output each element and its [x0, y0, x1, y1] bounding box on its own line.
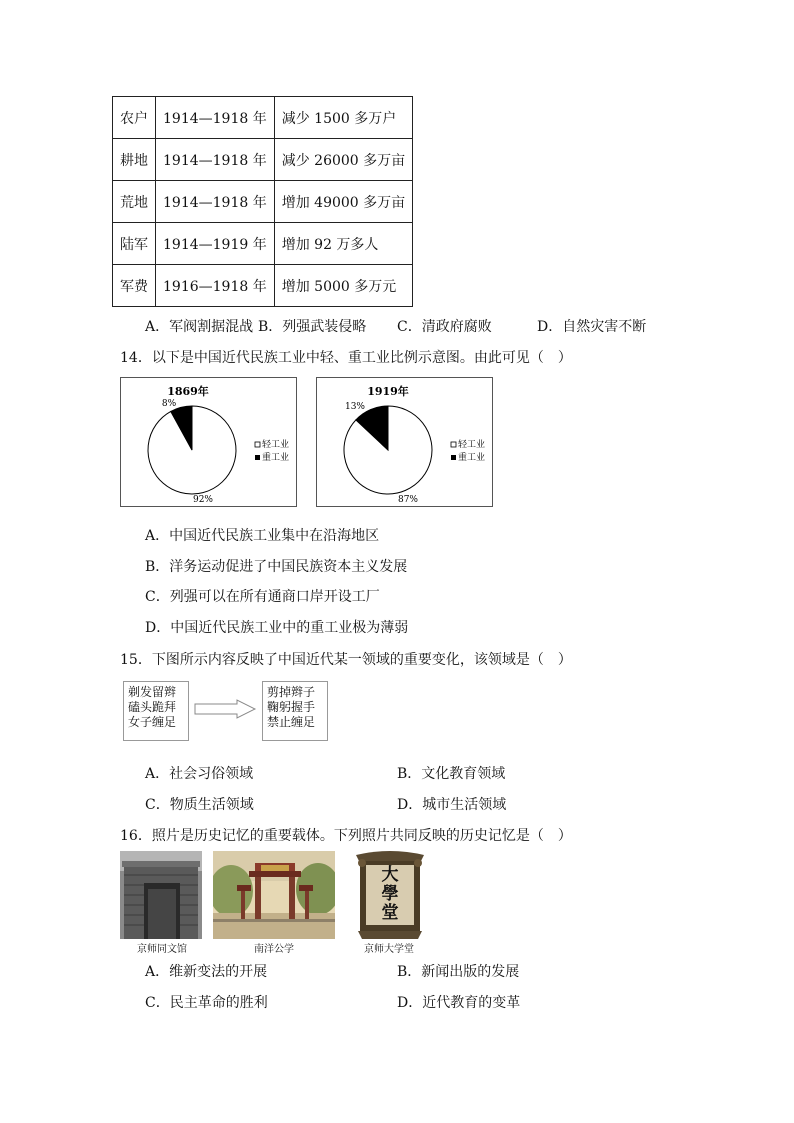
custom-item: 剪掉辫子 — [267, 685, 316, 699]
custom-item: 女子缠足 — [128, 715, 177, 729]
q13-option-d[interactable]: D．自然灾害不断 — [537, 319, 647, 335]
old-customs-box — [123, 681, 189, 741]
q15-option-c[interactable]: C．物质生活领域 — [145, 797, 254, 813]
photo-caption-1: 京师同文馆 — [137, 944, 187, 955]
table-row — [113, 265, 413, 307]
custom-item: 禁止缠足 — [267, 715, 316, 729]
table-cell: 1914—1919 年 — [156, 223, 275, 265]
table-cell: 农户 — [113, 97, 156, 139]
table-row — [113, 97, 413, 139]
q14-stem: 14．以下是中国近代民族工业中轻、重工业比例示意图。由此可见（ ） — [120, 350, 572, 366]
table-cell: 减少 26000 多万亩 — [274, 139, 412, 181]
pie-label-light: 92% — [192, 495, 214, 505]
table-cell: 1914—1918 年 — [156, 181, 275, 223]
legend-label-heavy: 重工业 — [262, 453, 290, 463]
pie-label-heavy: 8% — [161, 399, 177, 409]
table-cell: 增加 5000 多万元 — [274, 265, 412, 307]
pie-slices — [344, 406, 432, 494]
photo-caption-2: 南洋公学 — [254, 944, 294, 955]
q14-option-c[interactable]: C．列强可以在所有通商口岸开设工厂 — [145, 589, 380, 605]
table-cell: 1916—1918 年 — [156, 265, 275, 307]
custom-item: 剃发留辫 — [128, 685, 177, 699]
plaque-char: 大 — [381, 865, 399, 885]
legend-swatch-heavy — [255, 455, 260, 460]
q16-option-a[interactable]: A．维新变法的开展 — [145, 964, 268, 980]
pie-svg-1919 — [317, 378, 492, 506]
legend-swatch-heavy — [451, 455, 456, 460]
photo-caption-3: 京师大学堂 — [364, 944, 414, 955]
custom-item: 鞠躬握手 — [267, 700, 316, 714]
q13-option-a[interactable]: A．军阀割据混战 — [145, 319, 254, 335]
table-cell: 1914—1918 年 — [156, 139, 275, 181]
data-table — [112, 96, 413, 307]
pie-chart-1869 — [120, 377, 297, 507]
q16-stem: 16．照片是历史记忆的重要载体。下列照片共同反映的历史记忆是（ ） — [120, 828, 572, 844]
table-cell: 增加 92 万多人 — [274, 223, 412, 265]
plaque-char: 堂 — [381, 903, 399, 923]
q16-option-c[interactable]: C．民主革命的胜利 — [145, 995, 268, 1011]
legend-label-heavy: 重工业 — [458, 453, 486, 463]
legend-label-light: 轻工业 — [262, 440, 290, 450]
table-cell: 荒地 — [113, 181, 156, 223]
table-cell: 1914—1918 年 — [156, 97, 275, 139]
plaque-char: 學 — [381, 884, 399, 904]
q16-option-d[interactable]: D．近代教育的变革 — [397, 995, 521, 1011]
table-cell: 军费 — [113, 265, 156, 307]
table-row — [113, 181, 413, 223]
table-cell: 减少 1500 多万户 — [274, 97, 412, 139]
q14-option-a[interactable]: A．中国近代民族工业集中在沿海地区 — [145, 528, 380, 544]
new-customs-box — [262, 681, 328, 741]
table-row — [113, 223, 413, 265]
tongwenguan-photo — [120, 851, 202, 939]
q13-option-b[interactable]: B．列强武装侵略 — [258, 319, 367, 335]
table-row — [113, 139, 413, 181]
q15-option-d[interactable]: D．城市生活领域 — [397, 797, 507, 813]
daxuetang-plaque-photo — [348, 851, 432, 939]
chart-title: 1919年 — [367, 385, 409, 398]
q13-option-c[interactable]: C．清政府腐败 — [397, 319, 492, 335]
pie-chart-1919 — [316, 377, 493, 507]
table-cell: 耕地 — [113, 139, 156, 181]
q15-stem: 15．下图所示内容反映了中国近代某一领域的重要变化，该领域是（ ） — [120, 652, 572, 668]
q15-option-a[interactable]: A．社会习俗领域 — [145, 766, 254, 782]
legend-swatch-light — [255, 442, 260, 447]
custom-item: 磕头跪拜 — [128, 700, 177, 714]
legend-swatch-light — [451, 442, 456, 447]
q16-option-b[interactable]: B．新闻出版的发展 — [397, 964, 520, 980]
table-cell: 陆军 — [113, 223, 156, 265]
table-cell: 增加 49000 多万亩 — [274, 181, 412, 223]
plaque-text — [366, 866, 414, 923]
q15-option-b[interactable]: B．文化教育领域 — [397, 766, 506, 782]
pie-svg-1869 — [121, 378, 296, 506]
legend-label-light: 轻工业 — [458, 440, 486, 450]
q14-option-b[interactable]: B．洋务运动促进了中国民族资本主义发展 — [145, 559, 408, 575]
pie-label-light: 87% — [397, 495, 419, 505]
chart-title: 1869年 — [167, 385, 209, 398]
nanyang-gongxue-photo — [213, 851, 335, 939]
pie-slices — [148, 406, 236, 494]
pie-label-heavy: 13% — [344, 402, 366, 412]
arrow-right-icon — [193, 699, 259, 719]
q14-option-d[interactable]: D．中国近代民族工业中的重工业极为薄弱 — [145, 620, 409, 636]
